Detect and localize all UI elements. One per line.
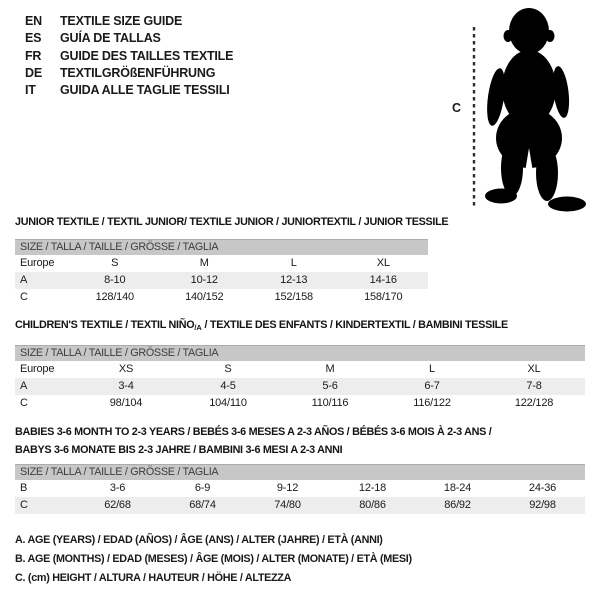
language-label: TEXTILGRÖßENFÜHRUNG	[60, 65, 216, 80]
language-code: DE	[25, 65, 42, 80]
table-cell: S	[224, 363, 232, 375]
table-cell: 86/92	[444, 499, 471, 511]
table-cell: 140/152	[185, 291, 224, 303]
table-cell: 110/116	[311, 397, 349, 409]
title-subscript: /A	[194, 323, 202, 332]
row-label: C	[20, 499, 28, 511]
table-cell: 14-16	[369, 274, 397, 286]
table-cell: 12-18	[358, 482, 387, 494]
table-row	[15, 480, 585, 497]
table-cell: 5-6	[322, 380, 338, 392]
note-height-cm: C. (cm) HEIGHT / ALTURA / HAUTEUR / HÖHE / ALTEZZA	[15, 572, 292, 585]
table-cell: XL	[527, 363, 541, 375]
table-cell: 3-4	[118, 380, 134, 392]
list-item	[25, 13, 233, 30]
table-row	[15, 361, 585, 378]
size-header-bar: SIZE / TALLA / TAILLE / GRÖSSE / TAGLIA	[15, 239, 428, 255]
list-item	[25, 65, 233, 82]
junior-section-title: JUNIOR TEXTILE / TEXTIL JUNIOR/ TEXTILE JUNIOR / JUNIORTEXTIL / JUNIOR TESSILE	[15, 216, 449, 228]
table-cell: L	[290, 257, 297, 269]
language-label: GUIDA ALLE TAGLIE TESSILI	[60, 83, 230, 98]
table-cell: 122/128	[514, 397, 554, 409]
table-cell: 8-10	[104, 274, 126, 286]
table-row	[15, 395, 585, 412]
children-size-table	[15, 345, 585, 412]
table-cell: 10-12	[190, 274, 218, 286]
legend-notes	[15, 531, 412, 589]
table-cell: 18-24	[443, 482, 472, 494]
table-cell: 104/110	[209, 397, 247, 409]
title-text: CHILDREN'S TEXTILE / TEXTIL NIÑO	[15, 319, 195, 331]
table-cell: 152/158	[274, 291, 313, 303]
table-cell: M	[199, 257, 209, 269]
table-row	[15, 378, 585, 395]
list-item	[25, 48, 233, 65]
table-cell: 128/140	[95, 291, 134, 303]
list-item	[25, 30, 233, 47]
babies-size-table	[15, 464, 585, 514]
language-label: GUÍA DE TALLAS	[60, 31, 161, 46]
row-label: A	[20, 380, 28, 392]
table-cell: 4-5	[220, 380, 236, 392]
table-cell: 9-12	[276, 482, 299, 494]
language-code: IT	[25, 83, 36, 98]
height-marker-label: C	[452, 101, 461, 115]
title-line: BABYS 3-6 MONATE BIS 2-3 JAHRE / BAMBINI 3-6 MESI A 2-3 ANNI	[15, 443, 343, 456]
table-row	[15, 497, 585, 514]
table-cell: 158/170	[364, 291, 403, 303]
list-item	[25, 82, 233, 99]
language-list	[25, 13, 233, 99]
row-label: Europe	[20, 257, 55, 269]
table-cell: 92/98	[529, 499, 556, 511]
table-cell: XL	[376, 257, 390, 269]
children-section-title	[15, 319, 508, 332]
table-cell: XS	[118, 363, 134, 375]
babies-section-title	[15, 424, 491, 459]
table-cell: 62/68	[104, 499, 131, 511]
title-text: / TEXTILE DES ENFANTS / KINDERTEXTIL / BAMBINI TESSILE	[201, 319, 508, 331]
language-code: EN	[25, 14, 42, 28]
table-cell: S	[111, 257, 119, 269]
table-cell: 80/86	[359, 499, 386, 511]
table-cell: 116/122	[413, 397, 451, 409]
table-cell: 7-8	[526, 380, 542, 392]
table-cell: 74/80	[274, 499, 301, 511]
title-line: BABIES 3-6 MONTH TO 2-3 YEARS / BEBÉS 3-6 MESES A 2-3 AÑOS / BÉBÉS 3-6 MOIS À 2-3 ANS /	[15, 426, 492, 438]
table-cell: 6-7	[424, 380, 440, 392]
junior-size-table	[15, 239, 428, 306]
table-cell: 12-13	[280, 274, 308, 286]
language-code: FR	[25, 48, 42, 63]
table-cell: 24-36	[528, 482, 557, 494]
table-row	[15, 289, 428, 306]
language-label: GUIDE DES TAILLES TEXTILE	[60, 48, 234, 63]
row-label: Europe	[20, 363, 55, 375]
table-row	[15, 255, 428, 272]
table-cell: 98/104	[109, 397, 143, 409]
size-header-bar: SIZE / TALLA / TAILLE / GRÖSSE / TAGLIA	[15, 464, 585, 480]
table-cell: M	[325, 363, 335, 375]
row-label: C	[20, 397, 28, 409]
size-header-bar: SIZE / TALLA / TAILLE / GRÖSSE / TAGLIA	[15, 345, 585, 361]
language-code: ES	[25, 31, 42, 46]
row-label: B	[20, 482, 28, 494]
table-cell: 3-6	[109, 482, 126, 494]
row-label: C	[20, 291, 28, 303]
note-age-months: B. AGE (MONTHS) / EDAD (MESES) / ÂGE (MOIS) / ALTER (MONATE) / ETÀ (MESI)	[15, 553, 412, 566]
note-age-years: A. AGE (YEARS) / EDAD (AÑOS) / ÂGE (ANS) / ALTER (JAHRE) / ETÀ (ANNI)	[15, 534, 383, 546]
table-cell: L	[429, 363, 435, 375]
table-row	[15, 272, 428, 289]
row-label: A	[20, 274, 28, 286]
language-label: TEXTILE SIZE GUIDE	[60, 14, 183, 28]
table-cell: 68/74	[189, 499, 216, 511]
table-cell: 6-9	[194, 482, 211, 494]
